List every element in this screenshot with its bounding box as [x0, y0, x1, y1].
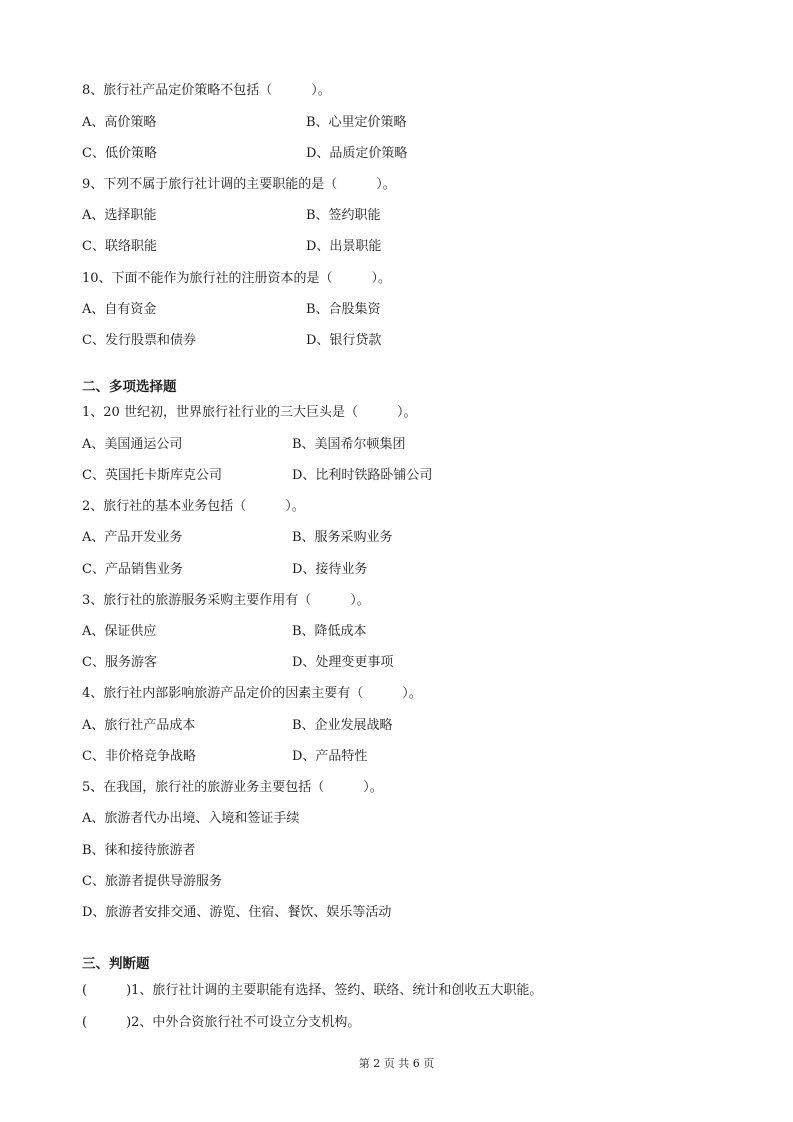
option-b: B、降低成本 — [292, 624, 367, 639]
option-b: B、合股集资 — [306, 302, 381, 317]
option-c: C、非价格竞争战略 — [82, 749, 196, 764]
option-b: B、美国希尔顿集团 — [292, 437, 406, 452]
option-b: B、心里定价策略 — [306, 115, 407, 130]
option-a: A、旅行社产品成本 — [82, 718, 196, 733]
question-stem: 10、下面不能作为旅行社的注册资本的是（ ）。 — [82, 271, 392, 286]
question-stem: 8、旅行社产品定价策略不包括（ ）。 — [82, 83, 331, 98]
option-d: D、旅游者安排交通、游览、住宿、餐饮、娱乐等活动 — [82, 905, 392, 920]
tf-item-1: ( )1、旅行社计调的主要职能有选择、签约、联络、统计和创收五大职能。 — [82, 983, 543, 998]
question-stem: 4、旅行社内部影响旅游产品定价的因素主要有（ ）。 — [82, 686, 422, 701]
option-b: B、徕和接待旅游者 — [82, 843, 196, 858]
section-heading-true-false: 三、判断题 — [82, 956, 150, 972]
option-c: C、产品销售业务 — [82, 562, 183, 577]
page-footer: 第 2 页 共 6 页 — [358, 1057, 435, 1070]
question-stem: 3、旅行社的旅游服务采购主要作用有（ ）。 — [82, 593, 370, 608]
option-a: A、美国通运公司 — [82, 437, 183, 452]
option-b: B、签约职能 — [306, 208, 381, 223]
question-stem: 9、下列不属于旅行社计调的主要职能的是（ ）。 — [82, 177, 396, 192]
option-c: C、旅游者提供导游服务 — [82, 874, 222, 889]
tf-item-2: ( )2、中外合资旅行社不可设立分支机构。 — [82, 1015, 361, 1030]
question-stem: 1、20 世纪初，世界旅行社行业的三大巨头是（ ）。 — [82, 405, 417, 420]
option-a: A、旅游者代办出境、入境和签证手续 — [82, 811, 300, 826]
option-d: D、处理变更事项 — [292, 655, 394, 670]
option-c: C、联络职能 — [82, 239, 157, 254]
option-a: A、产品开发业务 — [82, 530, 183, 545]
option-d: D、产品特性 — [292, 749, 368, 764]
option-d: D、银行贷款 — [306, 333, 382, 348]
option-a: A、高价策略 — [82, 115, 157, 130]
option-c: C、发行股票和债券 — [82, 333, 196, 348]
option-d: D、接待业务 — [292, 562, 368, 577]
section-heading-multiple-choice: 二、多项选择题 — [82, 379, 177, 395]
option-c: C、服务游客 — [82, 655, 157, 670]
option-d: D、比利时铁路卧铺公司 — [292, 468, 433, 483]
option-a: A、选择职能 — [82, 208, 157, 223]
option-b: B、服务采购业务 — [292, 530, 393, 545]
option-a: A、自有资金 — [82, 302, 157, 317]
option-b: B、企业发展战略 — [292, 718, 393, 733]
option-d: D、品质定价策略 — [306, 146, 408, 161]
option-d: D、出景职能 — [306, 239, 382, 254]
question-stem: 5、在我国，旅行社的旅游业务主要包括（ ）。 — [82, 780, 383, 795]
option-c: C、低价策略 — [82, 146, 157, 161]
option-c: C、英国托卡斯库克公司 — [82, 468, 222, 483]
question-stem: 2、旅行社的基本业务包括（ ）。 — [82, 499, 305, 514]
option-a: A、保证供应 — [82, 624, 157, 639]
